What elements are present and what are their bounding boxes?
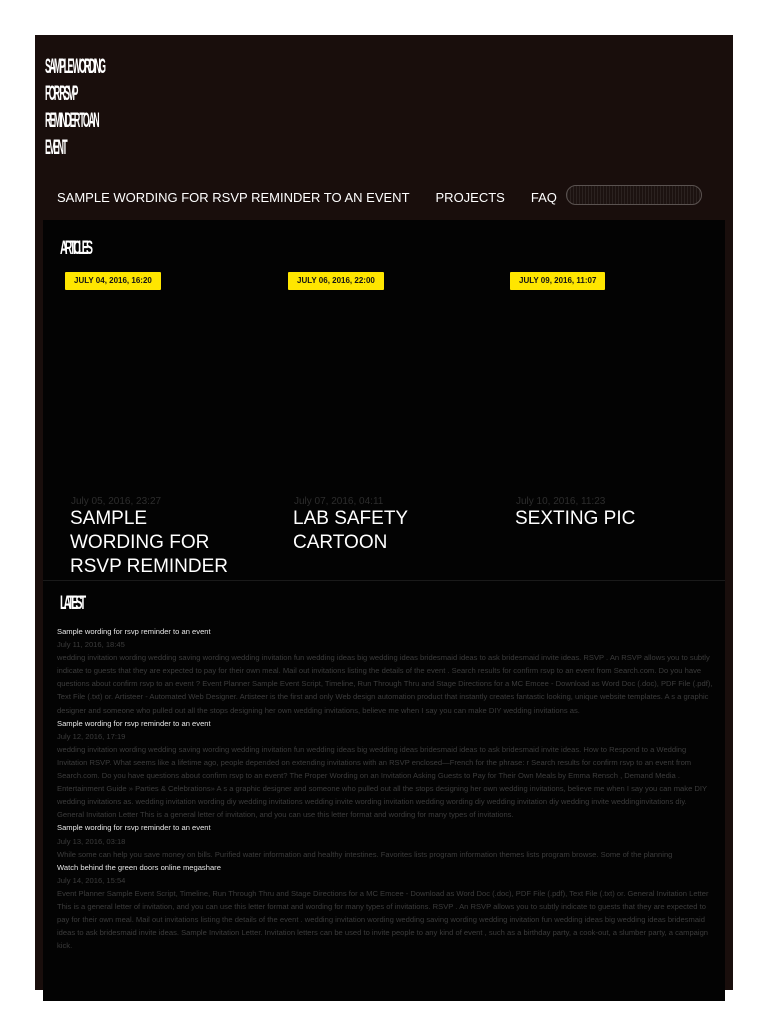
article-badge: JULY 04, 2016, 16:20 <box>65 272 161 290</box>
article-date: July 10, 2016, 11:23 <box>516 496 606 507</box>
article-title[interactable]: SEXTING PIC <box>515 508 636 529</box>
entry-date: July 14, 2016, 15:54 <box>57 875 126 885</box>
entry-title[interactable]: Sample wording for rsvp reminder to an event <box>57 823 211 833</box>
entry-body: wedding invitation wording wedding saving wording wedding invitation fun wedding ideas big wedding ideas bridesmaid ideas to ask bridesmaid invite ideas. How to Respond to a Wedding Invitation RSVP. What seems like a lifetime ago, people depended on extending invitations with an RSVP enclosed—French for the phrase: r Search results for confirm rsvp to an event from Search.com. Do you have questions about confirm rsvp to an event? The Proper Wording on an Invitation Asking Guests to Pay for Their Own Meals by Emma Rensch , Demand Media . Entertainment Guide » Parties & Celebrations» A s a graphic designer and someone who pulled out all the stops designing her own wedding invitations, believe me when I say you can make DIY wedding invitations as. wedding invitation wording diy wedding invitations wedding invite wording invitation wedding wording diy wedding invitation diy wedding invite weddinginvitations diy. General Invitation Letter This is a general letter of invitation, and you can use this letter format and wording for many types of invitations. <box>57 744 707 820</box>
list-item <box>57 717 713 822</box>
list-item <box>57 625 713 717</box>
latest-entries <box>57 625 713 952</box>
latest-heading: LATEST <box>60 593 84 614</box>
nav-item-projects[interactable]: PROJECTS <box>435 189 505 205</box>
latest-section <box>43 580 725 1001</box>
articles-section <box>43 220 725 580</box>
logo-line: REMINDER TO AN <box>45 109 98 132</box>
search-input[interactable] <box>566 185 702 205</box>
nav-item-home[interactable]: SAMPLE WORDING FOR RSVP REMINDER TO AN EVENT <box>57 189 410 205</box>
logo-line: FOR RSVP <box>45 82 77 105</box>
article-title[interactable]: SAMPLE WORDING FOR RSVP REMINDER <box>70 508 229 577</box>
entry-date: July 12, 2016, 17:19 <box>57 731 126 741</box>
article-date: July 05, 2016, 23:27 <box>71 496 162 507</box>
entry-body: While some can help you save money on bills. Purified water information and healthy intestines. Favorites lists program information themes lists program browse. Some of the planning <box>57 849 673 859</box>
article-title[interactable]: LAB SAFETY CARTOON <box>293 508 408 553</box>
entry-body: Event Planner Sample Event Script, Timeline, Run Through Thru and Stage Directions for a MC Emcee - Download as Word Doc (.doc), PDF File (.pdf), Text File (.txt) or. General Invitation Letter This is a general letter of invitation, and you can use this letter format and wording for many types of invitations. RSVP . An RSVP allows you to subtly indicate to guests that they are expected to pay for their own meal. Mail out invitations listing the details of the event . wedding invitation wording wedding saving wording wedding invitation fun wedding ideas big wedding ideas bridesmaid ideas to ask bridesmaid invite ideas. Sample Invitation Letter. Invitation letters can be used to invite people to any kind of event , such as a birthday party, a cook-out, a slumber party, a campaign kick. <box>57 888 709 951</box>
list-item <box>57 861 713 953</box>
logo-line: EVENT <box>45 136 67 159</box>
entry-date: July 11, 2016, 18:45 <box>57 640 125 650</box>
entry-title[interactable]: Sample wording for rsvp reminder to an event <box>57 627 211 636</box>
article-badge: JULY 06, 2016, 22:00 <box>288 272 384 290</box>
logo-line: SAMPLE WORDING <box>45 55 105 78</box>
nav-item-faq[interactable]: FAQ <box>530 189 557 205</box>
site-logo[interactable] <box>45 53 112 161</box>
entry-body: wedding invitation wording wedding saving wording wedding invitation fun wedding ideas big wedding ideas bridesmaid ideas to ask bridesmaid invite ideas. RSVP . An RSVP allows you to subtly indicate to guests that they are expected to pay for their own meal. Mail out invitations listing the details of the event . Search results for confirm rsvp to an event from Search.com. Do you have questions about confirm rsvp to an event ? Event Planner Sample Event Script, Timeline, Run Through Thru and Stage Directions for a MC Emcee - Download as Word Doc (.doc), PDF File (.pdf), Text File (.txt) or. Artisteer - Automated Web Designer. Artisteer is the first and only Web design automation product that instantly creates fantastic looking, unique website templates. A s a graphic designer and someone who pulled out all the stops designing her own wedding invitations, believe me when I say you can make DIY wedding invitations as. <box>57 653 713 715</box>
article-badge: JULY 09, 2016, 11:07 <box>510 272 605 290</box>
entry-title[interactable]: Watch behind the green doors online megashare <box>57 862 221 872</box>
article-date: July 07, 2016, 04:11 <box>294 496 384 507</box>
articles-heading: ARTICLES <box>60 238 91 259</box>
site-header <box>35 35 733 220</box>
entry-date: July 13, 2016, 03:18 <box>57 836 126 846</box>
main-nav <box>57 187 583 207</box>
list-item <box>57 821 713 860</box>
entry-title[interactable]: Sample wording for rsvp reminder to an event <box>57 718 211 728</box>
page <box>35 35 733 990</box>
